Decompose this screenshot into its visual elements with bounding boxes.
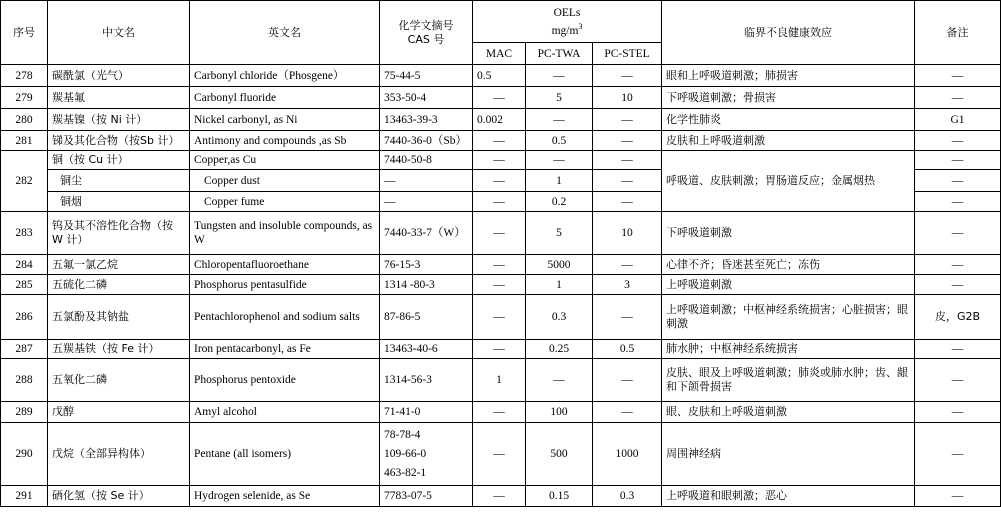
effect-cell: 下呼吸道刺激 [662,212,915,255]
en-name-cell: Copper,as Cu [190,151,380,170]
note-cell: — [915,359,1001,402]
cas-line: 109-66-0 [384,447,427,460]
cas-cell: 71-41-0 [380,402,473,423]
note-cell: — [915,131,1001,151]
col-mac-header: MAC [473,43,526,65]
seq-cell: 283 [1,212,48,255]
twa-cell: — [526,109,593,131]
table-row [1,340,1001,359]
cas-cell: — [380,192,473,212]
seq-cell: 291 [1,486,48,507]
twa-cell: 0.5 [526,131,593,151]
note-cell: — [915,402,1001,423]
cn-name-cell: 五氯酚及其钠盐 [48,295,190,340]
stel-cell: 10 [593,87,662,109]
cas-cell: 75-44-5 [380,65,473,87]
mac-cell: — [473,255,526,275]
stel-cell: — [593,402,662,423]
twa-cell: 0.3 [526,295,593,340]
effect-cell: 上呼吸道刺激 [662,275,915,295]
effect-cell: 上呼吸道刺激；中枢神经系统损害；心脏损害；眼刺激 [662,295,915,340]
seq-cell: 286 [1,295,48,340]
table-row [1,402,1001,423]
col-cas-header [380,1,473,65]
cn-name-cell: 羰基镍（按 Ni 计） [48,109,190,131]
table-row [1,255,1001,275]
cn-name-cell: 羰基氟 [48,87,190,109]
cas-cell: 1314 -80-3 [380,275,473,295]
cas-header-line2: CAS 号 [407,32,445,46]
mac-cell: — [473,87,526,109]
oels-title: OELs [553,6,581,19]
table-row [1,65,1001,87]
cas-cell: 7783-07-5 [380,486,473,507]
twa-cell: 0.15 [526,486,593,507]
cn-name-cell: 铜尘 [48,170,190,192]
oels-unit-text: mg/m [551,24,579,37]
note-cell: — [915,65,1001,87]
en-name-cell: Pentachlorophenol and sodium salts [190,295,380,340]
header-row [1,1,1001,43]
mac-cell: — [473,402,526,423]
cn-name-cell: 戊烷（全部异构体） [48,423,190,486]
effect-cell: 皮肤和上呼吸道刺激 [662,131,915,151]
cn-name-cell: 五氧化二磷 [48,359,190,402]
table-row [1,151,1001,170]
cn-name-cell: 五氟一氯乙烷 [48,255,190,275]
cn-name-cell: 铜（按 Cu 计） [48,151,190,170]
cn-name-cell: 五羰基铁（按 Fe 计） [48,340,190,359]
stel-cell: — [593,151,662,170]
twa-cell: 0.2 [526,192,593,212]
cas-cell: — [380,170,473,192]
stel-cell: 0.3 [593,486,662,507]
en-name-cell: Hydrogen selenide, as Se [190,486,380,507]
oels-unit [477,20,657,38]
note-cell: — [915,423,1001,486]
en-name-cell: Phosphorus pentasulfide [190,275,380,295]
mac-cell: 1 [473,359,526,402]
en-name-cell: Carbonyl chloride（Phosgene） [190,65,380,87]
mac-cell: — [473,212,526,255]
effect-cell: 上呼吸道和眼刺激；恶心 [662,486,915,507]
twa-cell: 500 [526,423,593,486]
cn-name-cell: 戊醇 [48,402,190,423]
note-cell: — [915,275,1001,295]
cas-cell: 13463-40-6 [380,340,473,359]
cn-name-cell: 五硫化二磷 [48,275,190,295]
twa-cell: 1 [526,170,593,192]
seq-cell: 278 [1,65,48,87]
effect-cell: 肺水肿；中枢神经系统损害 [662,340,915,359]
table-row [1,109,1001,131]
oels-unit-sup: 3 [578,21,583,31]
seq-cell: 288 [1,359,48,402]
seq-cell: 280 [1,109,48,131]
stel-cell: 10 [593,212,662,255]
en-name-cell: Phosphorus pentoxide [190,359,380,402]
en-name-cell: Iron pentacarbonyl, as Fe [190,340,380,359]
table-row [1,423,1001,486]
effect-cell: 化学性肺炎 [662,109,915,131]
cas-header-line1: 化学文摘号 [398,18,454,32]
twa-cell: 5000 [526,255,593,275]
mac-cell: — [473,295,526,340]
col-stel-header: PC-STEL [593,43,662,65]
stel-cell: — [593,255,662,275]
seq-cell: 289 [1,402,48,423]
seq-cell: 281 [1,131,48,151]
col-effect-header: 临界不良健康效应 [662,1,915,65]
cn-name-cell: 铜烟 [48,192,190,212]
cas-cell: 353-50-4 [380,87,473,109]
stel-cell: — [593,359,662,402]
en-name-cell: Antimony and compounds ,as Sb [190,131,380,151]
col-twa-header: PC-TWA [526,43,593,65]
twa-cell: 5 [526,212,593,255]
table-row [1,486,1001,507]
cas-cell: 13463-39-3 [380,109,473,131]
en-name-cell: Copper fume [190,192,380,212]
mac-cell: — [473,151,526,170]
stel-cell: — [593,170,662,192]
seq-cell: 287 [1,340,48,359]
en-name-cell: Amyl alcohol [190,402,380,423]
mac-cell: — [473,192,526,212]
note-cell: 皮，G2B [915,295,1001,340]
col-note-header: 备注 [915,1,1001,65]
en-name-cell: Copper dust [190,170,380,192]
table-row [1,87,1001,109]
cn-name-cell: 钨及其不溶性化合物（按 W 计） [48,212,190,255]
stel-cell: — [593,109,662,131]
twa-cell: 100 [526,402,593,423]
stel-cell: — [593,295,662,340]
note-cell: — [915,151,1001,170]
en-name-cell: Nickel carbonyl, as Ni [190,109,380,131]
cas-cell: 7440-33-7（W） [380,212,473,255]
en-name-cell: Chloropentafluoroethane [190,255,380,275]
en-name-cell: Carbonyl fluoride [190,87,380,109]
cas-cell: 7440-50-8 [380,151,473,170]
en-name-cell: Tungsten and insoluble compounds, as W [190,212,380,255]
seq-cell: 285 [1,275,48,295]
cas-line: 463-82-1 [384,466,427,479]
seq-cell: 279 [1,87,48,109]
mac-cell: — [473,486,526,507]
stel-cell: — [593,192,662,212]
table-row [1,131,1001,151]
note-cell: — [915,340,1001,359]
en-name-cell: Pentane (all isomers) [190,423,380,486]
twa-cell: — [526,65,593,87]
table-row [1,275,1001,295]
effect-cell: 眼、皮肤和上呼吸道刺激 [662,402,915,423]
note-cell: — [915,212,1001,255]
mac-cell: 0.5 [473,65,526,87]
note-cell: — [915,87,1001,109]
note-cell: — [915,192,1001,212]
mac-cell: — [473,275,526,295]
cas-cell: 1314-56-3 [380,359,473,402]
stel-cell: — [593,65,662,87]
stel-cell: 1000 [593,423,662,486]
table-row [1,295,1001,340]
note-cell: — [915,255,1001,275]
col-seq-header: 序号 [1,1,48,65]
stel-cell: 3 [593,275,662,295]
seq-cell: 284 [1,255,48,275]
twa-cell: 0.25 [526,340,593,359]
cas-cell: 7440-36-0（Sb） [380,131,473,151]
note-cell: G1 [915,109,1001,131]
stel-cell: — [593,131,662,151]
note-cell: — [915,170,1001,192]
oels-group-header [473,1,662,43]
effect-cell: 眼和上呼吸道刺激；肺损害 [662,65,915,87]
effect-cell: 心律不齐；昏迷甚至死亡；冻伤 [662,255,915,275]
mac-cell: — [473,131,526,151]
table-row [1,359,1001,402]
effect-cell: 皮肤、眼及上呼吸道刺激；肺炎或肺水肿；齿、龈和下颌骨损害 [662,359,915,402]
effect-cell: 呼吸道、皮肤刺激；胃肠道反应；金属烟热 [662,151,915,212]
col-cn-name-header: 中文名 [48,1,190,65]
effect-cell: 周围神经病 [662,423,915,486]
twa-cell: 5 [526,87,593,109]
mac-cell: — [473,423,526,486]
cas-cell [380,423,473,486]
stel-cell: 0.5 [593,340,662,359]
seq-cell: 282 [1,151,48,212]
col-en-name-header: 英文名 [190,1,380,65]
cn-name-cell: 锑及其化合物（按Sb 计） [48,131,190,151]
seq-cell: 290 [1,423,48,486]
mac-cell: — [473,170,526,192]
twa-cell: 1 [526,275,593,295]
mac-cell: 0.002 [473,109,526,131]
cas-cell: 87-86-5 [380,295,473,340]
cas-line: 78-78-4 [384,428,421,441]
twa-cell: — [526,151,593,170]
twa-cell: — [526,359,593,402]
cas-cell: 76-15-3 [380,255,473,275]
table-row [1,212,1001,255]
effect-cell: 下呼吸道刺激；骨损害 [662,87,915,109]
cn-name-cell: 硒化氢（按 Se 计） [48,486,190,507]
note-cell: — [915,486,1001,507]
mac-cell: — [473,340,526,359]
cn-name-cell: 碳酰氯（光气） [48,65,190,87]
